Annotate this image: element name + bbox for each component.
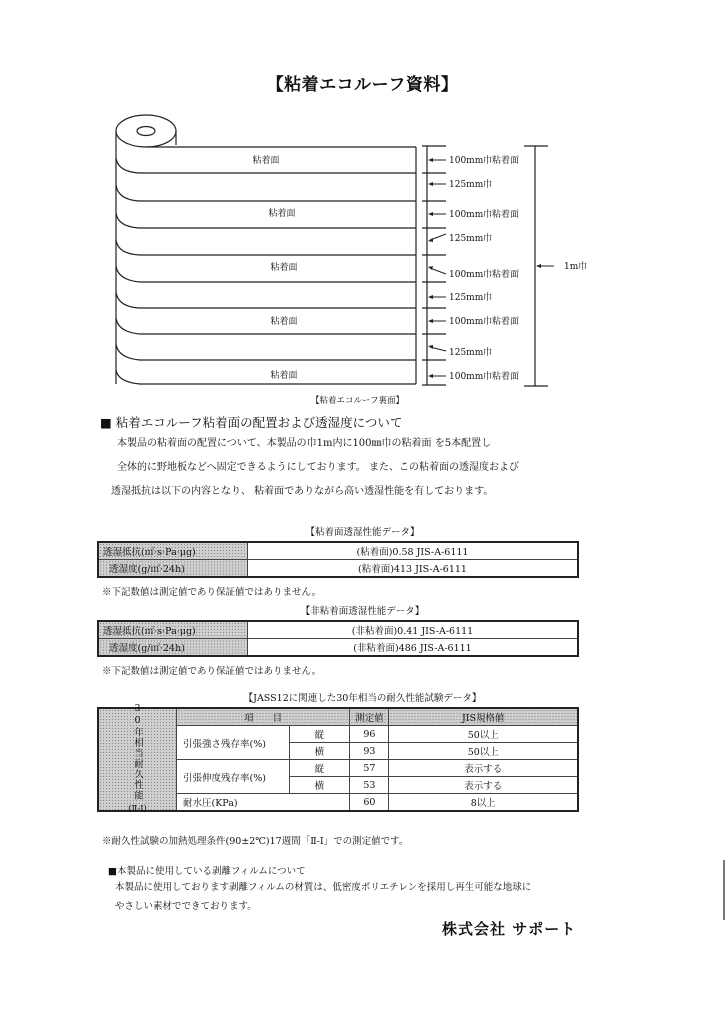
header-standard: JIS規格値	[389, 708, 578, 726]
row-label: 透湿抵抗(㎡·s·Pa·μg)	[98, 542, 248, 560]
direction: 縦	[289, 760, 350, 777]
dim-width: 100mm巾	[449, 372, 493, 382]
table1-caption: 【粘着面透湿性能データ】	[305, 527, 420, 538]
dim-width: 100mm巾	[449, 156, 493, 166]
row-value: (粘着面)0.58 JIS-A-6111	[248, 542, 579, 560]
header-measured: 測定値	[350, 708, 389, 726]
section1-heading: ■ 粘着エコルーフ粘着面の配置および透湿度について	[100, 415, 403, 430]
measured-value: 60	[350, 794, 389, 812]
table-row	[98, 560, 578, 578]
paragraph-line: 全体的に野地板などへ固定できるようにしております。 また、この粘着面の透湿度および	[117, 462, 519, 473]
measured-value: 57	[350, 760, 389, 777]
measured-value: 93	[350, 743, 389, 760]
header-item: 項 目	[177, 708, 350, 726]
diagram-caption: 【粘着エコルーフ裏面】	[310, 396, 405, 406]
side-label-cell	[98, 702, 177, 815]
table-row	[98, 639, 578, 657]
total-width: 1m巾	[564, 262, 588, 272]
dim-type: 粘着面	[492, 156, 520, 166]
table-row	[98, 621, 578, 639]
page-title: 【粘着エコルーフ資料】	[266, 75, 459, 95]
paragraph-line: やさしい素材でできております。	[115, 901, 257, 912]
dim-width: 125mm巾	[449, 348, 493, 358]
section1-paragraph	[111, 432, 519, 504]
direction: 縦	[289, 726, 350, 743]
band-label: 粘着面	[268, 209, 296, 219]
standard-value: 表示する	[389, 777, 578, 794]
side-label: 30年相当耐久性能	[132, 702, 143, 801]
dim-width: 100mm巾	[449, 270, 493, 280]
row-value: (非粘着面)486 JIS-A-6111	[248, 639, 579, 657]
direction: 横	[289, 743, 350, 760]
dim-width: 125mm巾	[449, 180, 493, 190]
dim-width: 125mm巾	[449, 293, 493, 303]
dim-width: 125mm巾	[449, 234, 493, 244]
band-label: 粘着面	[270, 371, 298, 381]
table3-caption: 【JASS12に関連した30年相当の耐久性能試験データ】	[243, 693, 482, 704]
dim-type: 粘着面	[492, 270, 520, 280]
side-sublabel: (Ⅱ-Ⅰ)	[128, 804, 147, 815]
dim-type: 粘着面	[492, 210, 520, 220]
table2-caption: 【非粘着面透湿性能データ】	[300, 606, 425, 617]
standard-value: 50以上	[389, 726, 578, 743]
row-label: 透湿抵抗(㎡·s·Pa·μg)	[98, 621, 248, 639]
table-header-row	[98, 708, 578, 726]
table1-note: ※下記数値は測定値であり保証値ではありません。	[102, 587, 322, 598]
dim-width: 100mm巾	[449, 210, 493, 220]
table3	[97, 702, 579, 815]
direction: 横	[289, 777, 350, 794]
measured-value: 96	[350, 726, 389, 743]
row-value: (非粘着面)0.41 JIS-A-6111	[248, 621, 579, 639]
band-label: 粘着面	[270, 317, 298, 327]
roll-end	[116, 115, 176, 147]
table1	[97, 541, 579, 578]
dim-type: 粘着面	[492, 372, 520, 382]
dim-width: 100mm巾	[449, 317, 493, 327]
measured-value: 53	[350, 777, 389, 794]
roll-diagram	[0, 0, 725, 400]
table2	[97, 620, 579, 657]
table3-note: ※耐久性試験の加熱処理条件(90±2℃)17週間「Ⅱ-Ⅰ」での測定値です。	[102, 836, 409, 847]
paragraph-line: 本製品の粘着面の配置について、本製品の巾1m内に100㎜巾の粘着面 を5本配置し	[117, 438, 492, 449]
company-name: 株式会社 サポート	[442, 920, 577, 938]
roll-core	[137, 127, 155, 136]
section2-paragraph	[115, 878, 531, 916]
standard-value: 8以上	[389, 794, 578, 812]
row-label: 透湿度(g/㎡·24h)	[98, 639, 248, 657]
table2-note: ※下記数値は測定値であり保証値ではありません。	[102, 666, 322, 677]
section2-heading: ■本製品に使用している剥離フィルムについて	[108, 866, 306, 877]
band-label: 粘着面	[252, 156, 280, 166]
row-label: 透湿度(g/㎡·24h)	[98, 560, 248, 578]
item-label: 引張伸度残存率(%)	[177, 760, 290, 794]
paragraph-line: 透湿抵抗は以下の内容となり、 粘着面でありながら高い透湿性能を有しております。	[111, 486, 494, 497]
standard-value: 表示する	[389, 760, 578, 777]
dim-type: 粘着面	[492, 317, 520, 327]
band-label: 粘着面	[270, 263, 298, 273]
table-row	[98, 542, 578, 560]
row-value: (粘着面)413 JIS-A-6111	[248, 560, 579, 578]
item-label: 引張強さ残存率(%)	[177, 726, 290, 760]
paragraph-line: 本製品に使用しております剥離フィルムの材質は、低密度ポリエチレンを採用し再生可能な地球に	[115, 882, 532, 893]
item-label: 耐水圧(KPa)	[177, 794, 350, 812]
standard-value: 50以上	[389, 743, 578, 760]
